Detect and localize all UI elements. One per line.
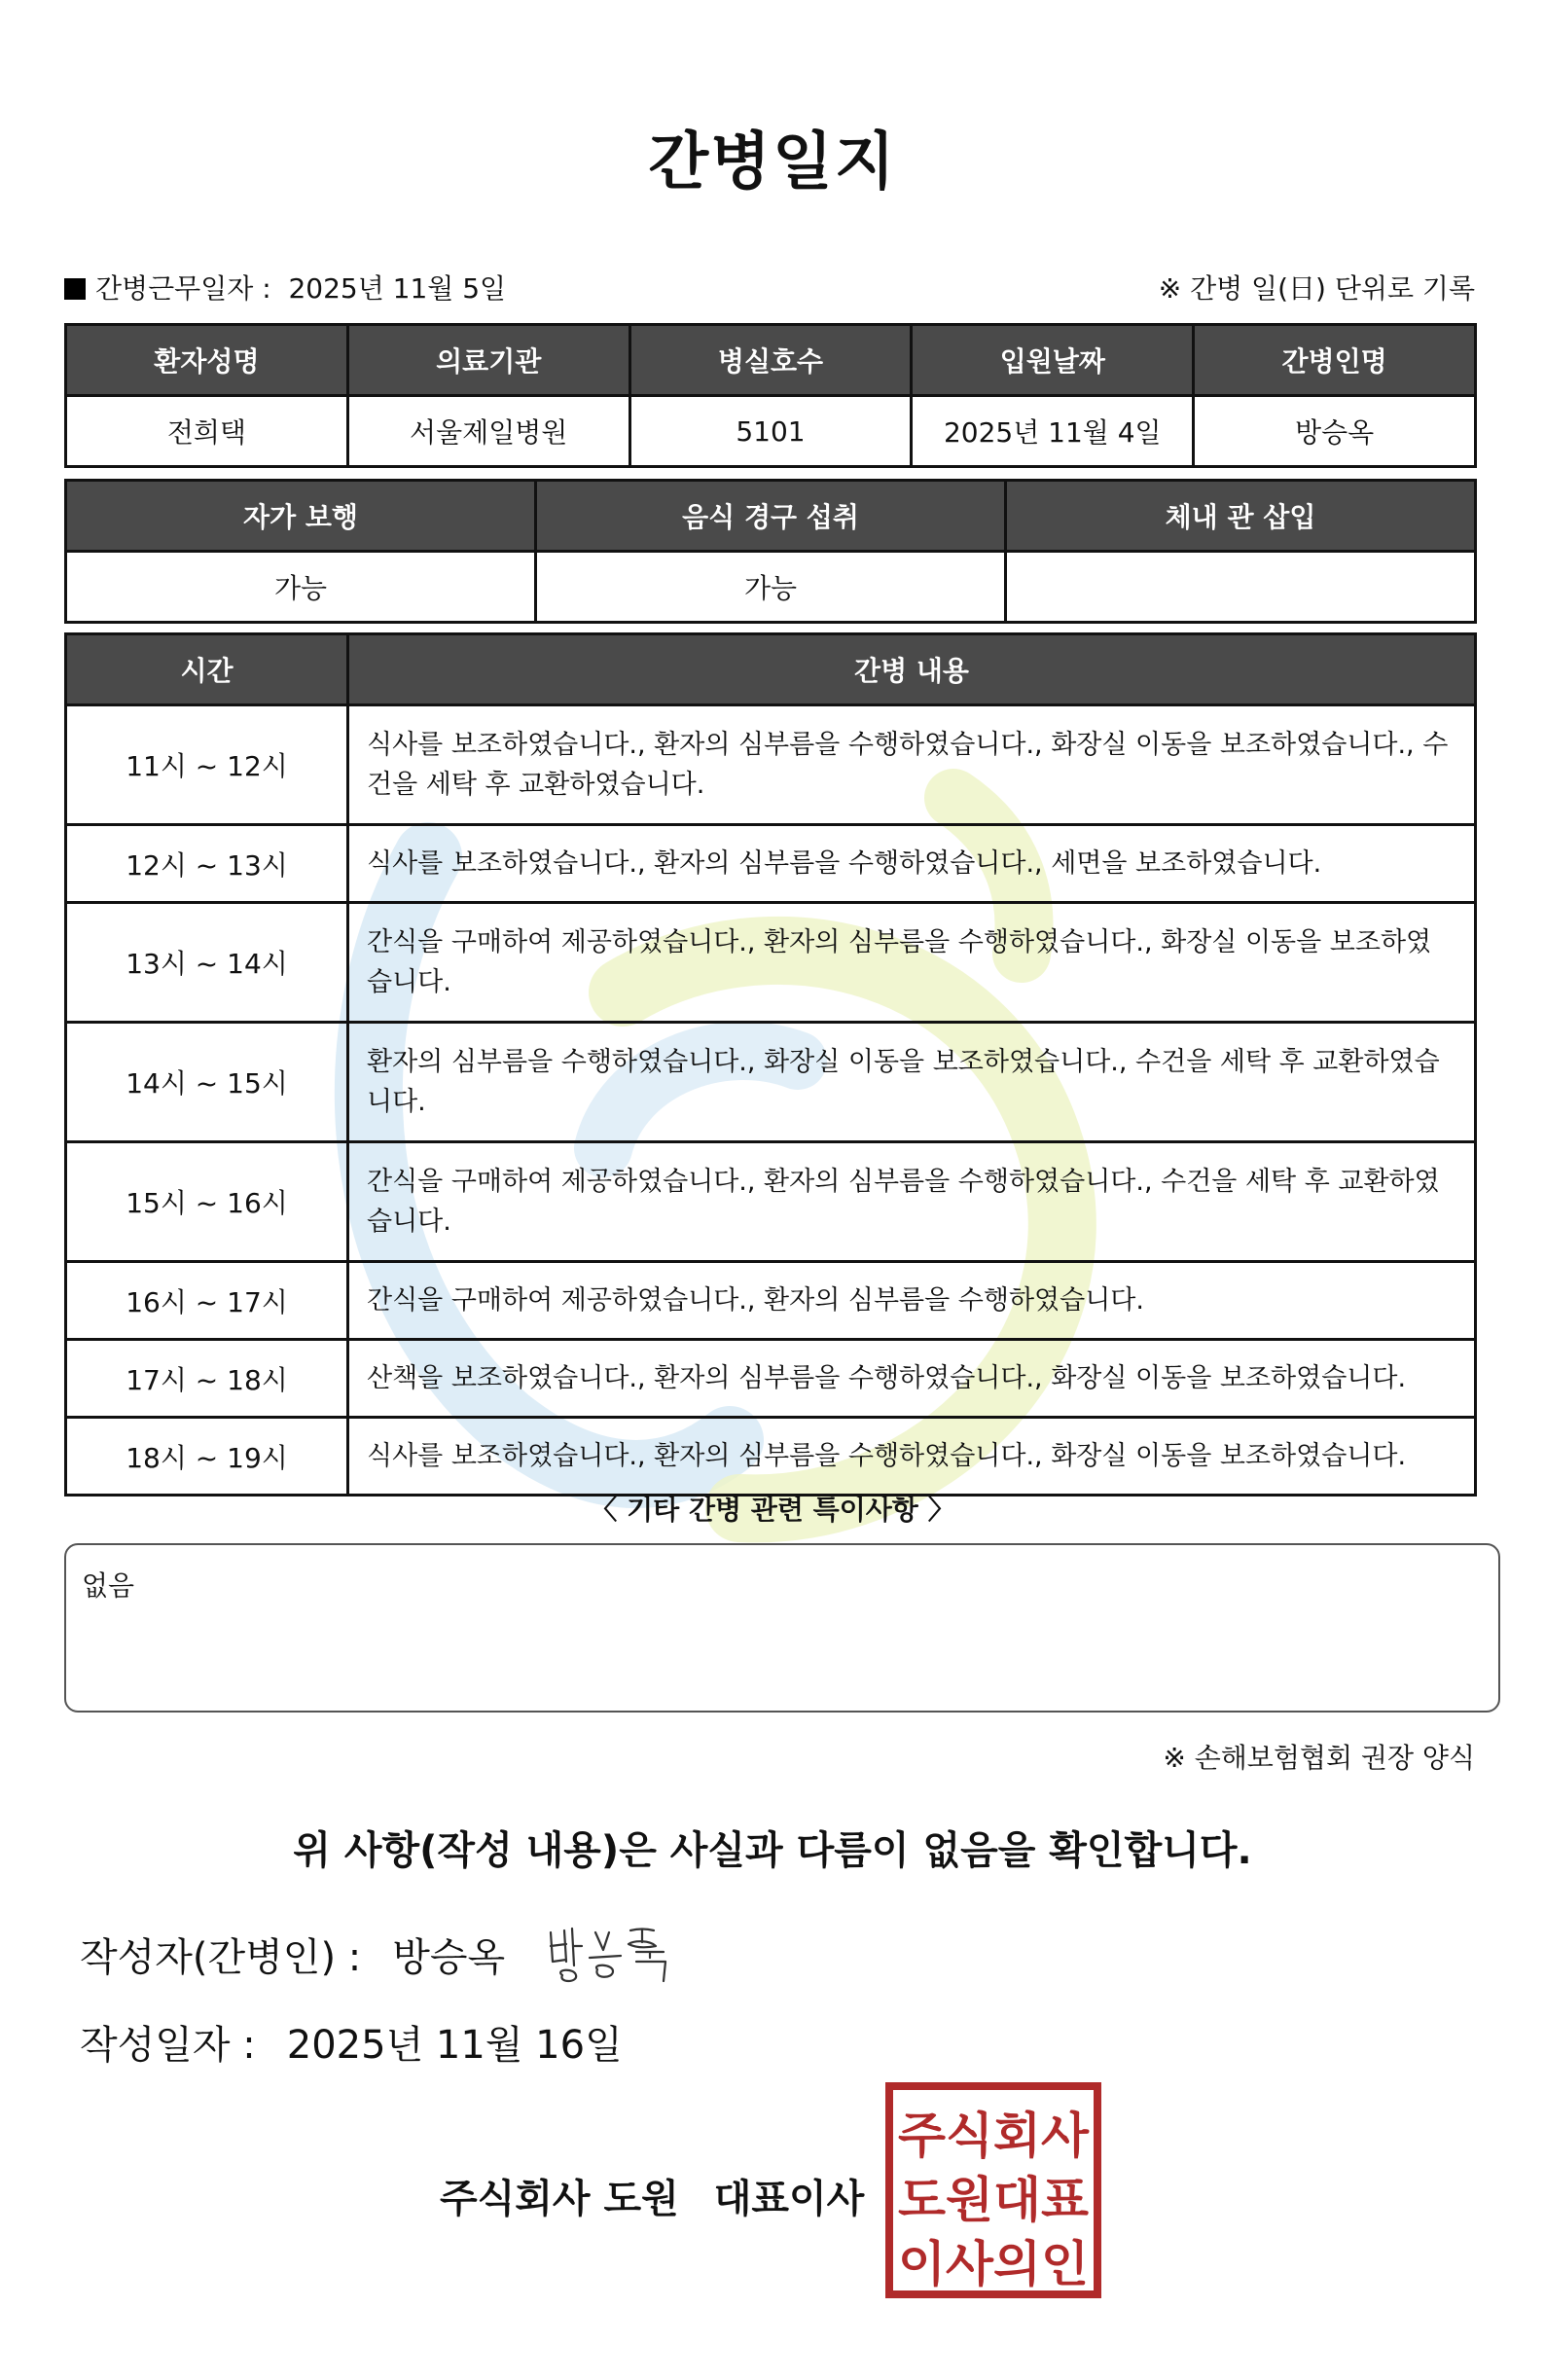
company-title: 대표이사 [713,2177,865,2221]
table-row [66,1340,1476,1418]
time-cell: 16시 ~ 17시 [66,1262,348,1340]
time-cell: 13시 ~ 14시 [66,903,348,1023]
time-cell: 12시 ~ 13시 [66,825,348,903]
time-cell: 18시 ~ 19시 [66,1418,348,1496]
time-cell: 15시 ~ 16시 [66,1142,348,1262]
writer-name: 방승옥 [392,1935,506,1980]
work-date [64,268,506,307]
write-date-label: 작성일자 : [80,2023,256,2068]
time-cell: 14시 ~ 15시 [66,1023,348,1142]
time-cell: 17시 ~ 18시 [66,1340,348,1418]
oral-intake-status: 가능 [536,552,1006,623]
header-room: 병실호수 [629,325,912,396]
header-oral-intake: 음식 경구 섭취 [536,481,1006,552]
header-hospital: 의료기관 [347,325,629,396]
write-date-line [80,2014,623,2070]
recommend-note: ※ 손해보험협회 권장 양식 [1163,1742,1475,1774]
content-cell: 식사를 보조하였습니다., 환자의 심부름을 수행하였습니다., 화장실 이동을 보조하였습니다., 수건을 세탁 후 교환하였습니다. [348,705,1476,825]
writer-line [80,1927,505,1982]
patient-status-table [64,479,1477,624]
handwritten-signature [545,1919,691,1992]
header-caregiver: 간병인명 [1194,325,1476,396]
admission-date: 2025년 11월 4일 [912,396,1194,467]
content-cell: 식사를 보조하였습니다., 환자의 심부름을 수행하였습니다., 세면을 보조하였습니다. [348,825,1476,903]
content-cell: 환자의 심부름을 수행하였습니다., 화장실 이동을 보조하였습니다., 수건을 세탁 후 교환하였습니다. [348,1023,1476,1142]
record-note: ※ 간병 일(日) 단위로 기록 [1158,272,1475,305]
write-date-value: 2025년 11월 16일 [286,2023,623,2068]
table-row [66,1142,1476,1262]
care-content-table [64,632,1477,1497]
svg-text:도원대표: 도원대표 [898,2172,1090,2228]
header-time: 시간 [66,634,348,705]
header-admission-date: 입원날짜 [912,325,1194,396]
table-row [66,825,1476,903]
patient-name: 전희택 [66,396,348,467]
content-cell: 간식을 구매하여 제공하였습니다., 환자의 심부름을 수행하였습니다., 수건을 세탁 후 교환하였습니다. [348,1142,1476,1262]
writer-label: 작성자(간병인) : [80,1935,362,1980]
table-row [66,1023,1476,1142]
svg-text:이사의인: 이사의인 [898,2236,1089,2292]
special-notes-box: 없음 [64,1543,1500,1713]
header-care-content: 간병 내용 [348,634,1476,705]
table-row [66,1418,1476,1496]
header-patient-name: 환자성명 [66,325,348,396]
company-seal [885,2082,1101,2298]
content-cell: 산책을 보조하였습니다., 환자의 심부름을 수행하였습니다., 화장실 이동을 보조하였습니다. [348,1340,1476,1418]
company-line [440,2168,864,2223]
room-number: 5101 [629,396,912,467]
patient-info-table [64,323,1477,468]
confirmation-statement: 위 사항(작성 내용)은 사실과 다름이 없음을 확인합니다. [293,1828,1252,1873]
document-title: 간병일지 [648,126,897,198]
header-tube: 체내 관 삽입 [1006,481,1476,552]
tube-status [1006,552,1476,623]
table-row [66,705,1476,825]
walking-status: 가능 [66,552,536,623]
hospital-name: 서울제일병원 [347,396,629,467]
time-cell: 11시 ~ 12시 [66,705,348,825]
table-row [66,1262,1476,1340]
header-walking: 자가 보행 [66,481,536,552]
table-row [66,903,1476,1023]
svg-text:주식회사: 주식회사 [898,2108,1090,2164]
caregiver-name: 방승옥 [1194,396,1476,467]
work-date-value: 2025년 11월 5일 [288,272,507,305]
special-notes-title: 〈 기타 간병 관련 특이사항 〉 [590,1494,955,1526]
work-date-label: 간병근무일자 : [95,272,271,305]
content-cell: 식사를 보조하였습니다., 환자의 심부름을 수행하였습니다., 화장실 이동을 보조하였습니다. [348,1418,1476,1496]
content-cell: 간식을 구매하여 제공하였습니다., 환자의 심부름을 수행하였습니다., 화장실 이동을 보조하였습니다. [348,903,1476,1023]
content-cell: 간식을 구매하여 제공하였습니다., 환자의 심부름을 수행하였습니다. [348,1262,1476,1340]
company-name: 주식회사 도원 [440,2177,679,2221]
square-bullet-icon [64,278,86,300]
